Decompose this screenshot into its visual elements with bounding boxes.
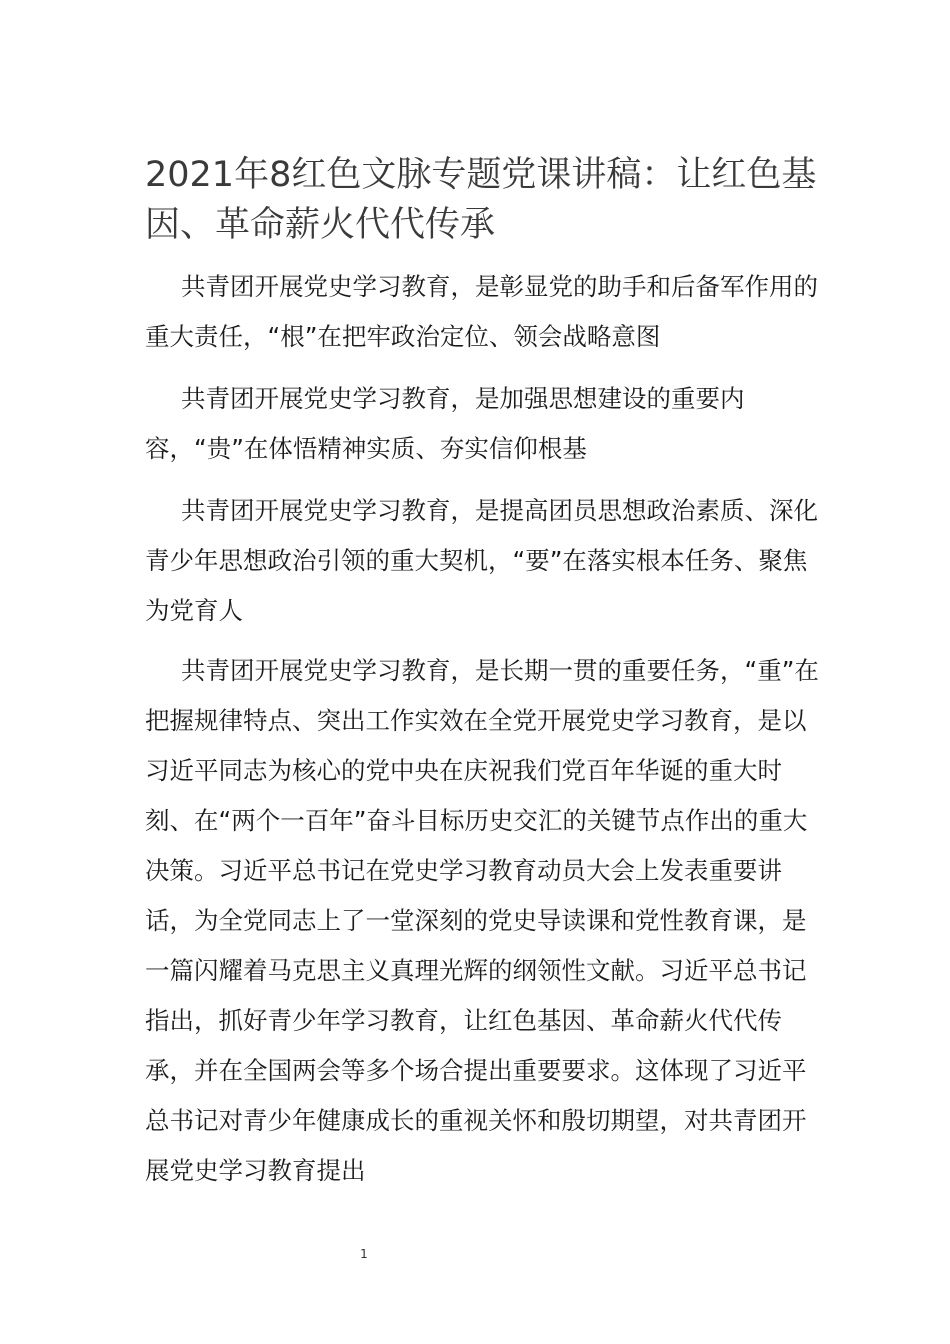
paragraph-3: 共青团开展党史学习教育，是提高团员思想政治素质、深化青少年思想政治引领的重大契机，“要”在落实根本任务、聚焦为党育人 [145, 496, 818, 625]
paragraph-4: 共青团开展党史学习教育，是长期一贯的重要任务，“重”在把握规律特点、突出工作实效在全党开展党史学习教育，是以习近平同志为核心的党中央在庆祝我们党百年华诞的重大时刻、在“两个一百年”奋斗目标历史交汇的关键节点作出的重大决策。习近平总书记在党史学习教育动员大会上发表重要讲话，为全党同志上了一堂深刻的党史导读课和党性教育课，是一篇闪耀着马克思主义真理光辉的纲领性文献。习近平总书记指出，抓好青少年学习教育，让红色基因、革命薪火代代传承，并在全国两会等多个场合提出重要要求。这体现了习近平总书记对青少年健康成长的重视关怀和殷切期望，对共青团开展党史学习教育提出 [145, 656, 819, 1185]
paragraph-1: 共青团开展党史学习教育，是彰显党的助手和后备军作用的重大责任，“根”在把牢政治定位、领会战略意图 [145, 272, 818, 351]
page-number: 1 [360, 1247, 368, 1261]
document-title: 2021年8红色文脉专题党课讲稿：让红色基因、革命薪火代代传承 [145, 155, 817, 245]
paragraph-2: 共青团开展党史学习教育，是加强思想建设的重要内容，“贵”在体悟精神实质、夯实信仰根基 [145, 384, 745, 463]
